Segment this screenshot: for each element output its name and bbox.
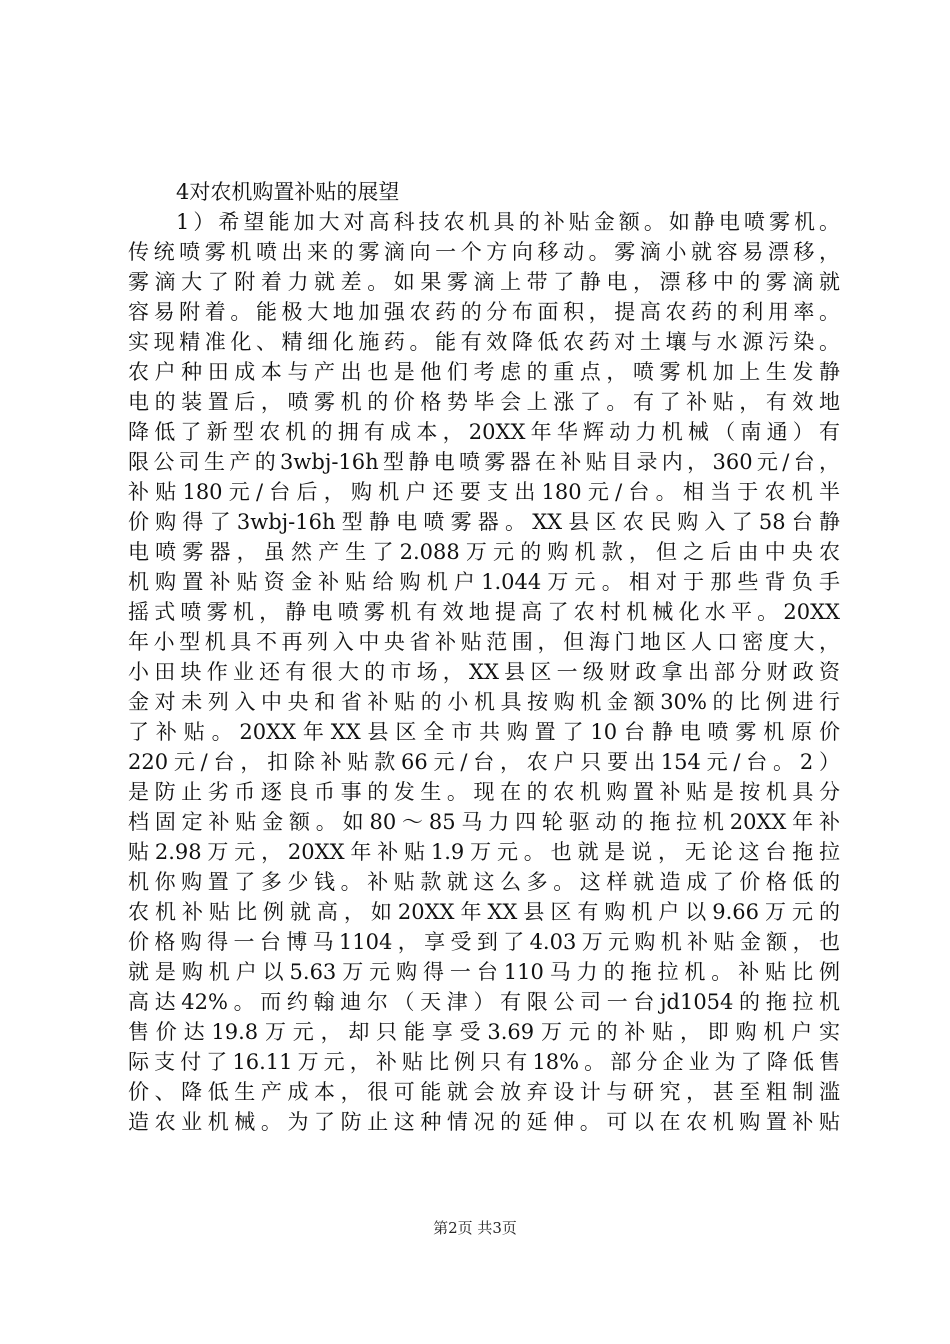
- text-line: 年小型机具不再列入中央省补贴范围，但海门地区人口密度大，: [128, 630, 840, 654]
- text-line: 小田块作业还有很大的市场，XX县区一级财政拿出部分财政资: [128, 660, 840, 684]
- page-number: 第2页 共3页: [433, 1219, 517, 1237]
- text-line: 农机补贴比例就高，如20XX年XX县区有购机户以9.66万元的: [128, 900, 840, 924]
- text-line: 容易附着。能极大地加强农药的分布面积，提高农药的利用率。: [128, 300, 840, 324]
- text-line: 降低了新型农机的拥有成本，20XX年华辉动力机械（南通）有: [128, 420, 840, 444]
- text-line: 机你购置了多少钱。补贴款就这么多。这样就造成了价格低的: [128, 870, 840, 894]
- text-line: 贴2.98万元，20XX年补贴1.9万元。也就是说，无论这台拖拉: [128, 840, 840, 864]
- text-line: 电的装置后，喷雾机的价格势毕会上涨了。有了补贴，有效地: [128, 390, 840, 414]
- text-line: 是防止劣币逐良币事的发生。现在的农机购置补贴是按机具分: [128, 780, 840, 804]
- text-line: 金对未列入中央和省补贴的小机具按购机金额30%的比例进行: [128, 690, 840, 714]
- text-line: 机购置补贴资金补贴给购机户1.044万元。相对于那些背负手: [128, 570, 840, 594]
- text-line: 摇式喷雾机，静电喷雾机有效地提高了农村机械化水平。20XX: [128, 600, 840, 624]
- text-line: 价、降低生产成本，很可能就会放弃设计与研究，甚至粗制滥: [128, 1080, 840, 1104]
- text-line: 价格购得一台博马1104，享受到了4.03万元购机补贴金额，也: [128, 930, 840, 954]
- text-line: 档固定补贴金额。如80～85马力四轮驱动的拖拉机20XX年补: [128, 810, 840, 834]
- text-line: 价购得了3wbj-16h型静电喷雾器。XX县区农民购入了58台静: [128, 510, 840, 534]
- text-line: 高达42%。而约翰迪尔（天津）有限公司一台jd1054的拖拉机: [128, 990, 840, 1014]
- text-line: 了补贴。20XX年XX县区全市共购置了10台静电喷雾机原价: [128, 720, 840, 744]
- text-line: 电喷雾器，虽然产生了2.088万元的购机款，但之后由中央农: [128, 540, 840, 564]
- text-line: 售价达19.8万元，却只能享受3.69万元的补贴，即购机户实: [128, 1020, 840, 1044]
- text-line: 220元/台，扣除补贴款66元/台，农户只要出154元/台。2）: [128, 750, 840, 774]
- text-line: 就是购机户以5.63万元购得一台110马力的拖拉机。补贴比例: [128, 960, 840, 984]
- document-body: [128, 177, 840, 1137]
- text-line: 限公司生产的3wbj-16h型静电喷雾器在补贴目录内，360元/台，: [128, 450, 840, 474]
- text-line: 1）希望能加大对高科技农机具的补贴金额。如静电喷雾机。: [176, 210, 840, 234]
- text-line: 传统喷雾机喷出来的雾滴向一个方向移动。雾滴小就容易漂移，: [128, 240, 840, 264]
- text-line: 补贴180元/台后，购机户还要支出180元/台。相当于农机半: [128, 480, 840, 504]
- text-line: 实现精准化、精细化施药。能有效降低农药对土壤与水源污染。: [128, 330, 840, 354]
- text-line: 农户种田成本与产出也是他们考虑的重点，喷雾机加上生发静: [128, 360, 840, 384]
- section-heading: 4对农机购置补贴的展望: [176, 180, 400, 204]
- paragraph: [128, 207, 840, 1137]
- text-line: 雾滴大了附着力就差。如果雾滴上带了静电，漂移中的雾滴就: [128, 270, 840, 294]
- text-line: 际支付了16.11万元，补贴比例只有18%。部分企业为了降低售: [128, 1050, 840, 1074]
- text-line: 造农业机械。为了防止这种情况的延伸。可以在农机购置补贴: [128, 1110, 840, 1134]
